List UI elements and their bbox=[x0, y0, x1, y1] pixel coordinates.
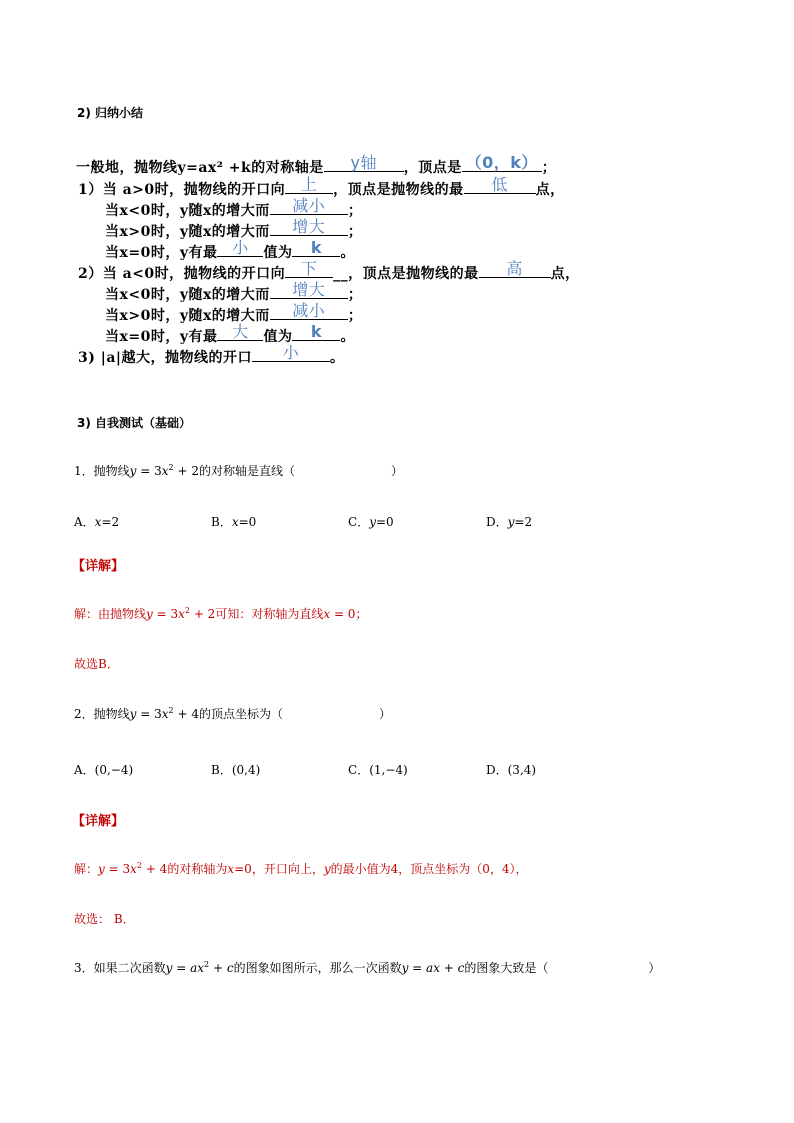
q1-solution: 解：由抛物线$y = 3x^2 + 2$可知：对称轴为直线x = 0； bbox=[74, 606, 368, 621]
case3-line: 3) |a|越大，抛物线的开口 小 。 bbox=[78, 343, 345, 366]
summary-intro-line: 一般地，抛物线y=ax² +k的对称轴是 y轴 ，顶点是 （0，k） ； bbox=[76, 153, 557, 176]
q1-option-a: A．x=2 bbox=[74, 515, 120, 529]
question-3: 3．如果二次函数$y = ax^2 + c$的图象如图所示，那么一次函数y = ax + c的图象大致是（ ） bbox=[74, 960, 661, 975]
case1-line-2: 当x>0时，y随x的增大而 增大 ； bbox=[105, 217, 363, 240]
section-3-title: 3) 自我测试（基础） bbox=[77, 416, 192, 430]
q2-option-d: D．(3,4) bbox=[486, 763, 537, 777]
blank-axis: y轴 bbox=[324, 157, 404, 172]
blank-case2-extreme: 高 bbox=[479, 263, 551, 278]
question-2: 2．抛物线$y = 3x^2 + 4$的顶点坐标为（ ） bbox=[74, 706, 391, 721]
blank-case2-open: 下 bbox=[285, 263, 333, 278]
q2-solution: 解：$y = 3x^2 + 4$的对称轴为x=0，开口向上，y的最小值为4，顶点坐标为（0，4）， bbox=[74, 861, 528, 876]
q2-option-b: B．(0,4) bbox=[211, 763, 261, 777]
case1-line-3: 当x=0时，y有最 小 值为 k 。 bbox=[105, 238, 355, 261]
blank-case1-open: 上 bbox=[285, 179, 333, 194]
case2-line-2: 当x>0时，y随x的增大而 减小 ； bbox=[105, 301, 363, 324]
section-2-title: 2) 归纳小结 bbox=[77, 106, 144, 120]
case2-line: 2）当 a<0时，抛物线的开口向 下 __，顶点是抛物线的最 高 点， bbox=[78, 259, 580, 282]
case1-line: 1）当 a>0时，抛物线的开口向 上 ，顶点是抛物线的最 低 点， bbox=[78, 175, 565, 198]
blank-case1-extreme: 低 bbox=[464, 179, 536, 194]
case2-line-1: 当x<0时，y随x的增大而 增大 ； bbox=[105, 280, 363, 303]
q1-option-d: D．y=2 bbox=[486, 515, 533, 529]
q1-detail-tag: 【详解】 bbox=[72, 559, 125, 574]
q1-option-b: B．x=0 bbox=[211, 515, 257, 529]
case1-line-1: 当x<0时，y随x的增大而 减小 ； bbox=[105, 196, 363, 219]
q1-choice: 故选B． bbox=[74, 657, 119, 671]
case2-line-3: 当x=0时，y有最 大 值为 k 。 bbox=[105, 322, 355, 345]
q2-detail-tag: 【详解】 bbox=[72, 814, 125, 829]
blank-vertex: （0，k） bbox=[462, 157, 542, 172]
q2-option-a: A．(0,−4) bbox=[74, 763, 134, 777]
q2-option-c: C．(1,−4) bbox=[348, 763, 408, 777]
question-1: 1．抛物线$y = 3x^2 + 2$的对称轴是直线（ ） bbox=[74, 463, 403, 478]
q2-choice: 故选： B． bbox=[74, 912, 135, 926]
q1-option-c: C．y=0 bbox=[348, 515, 394, 529]
